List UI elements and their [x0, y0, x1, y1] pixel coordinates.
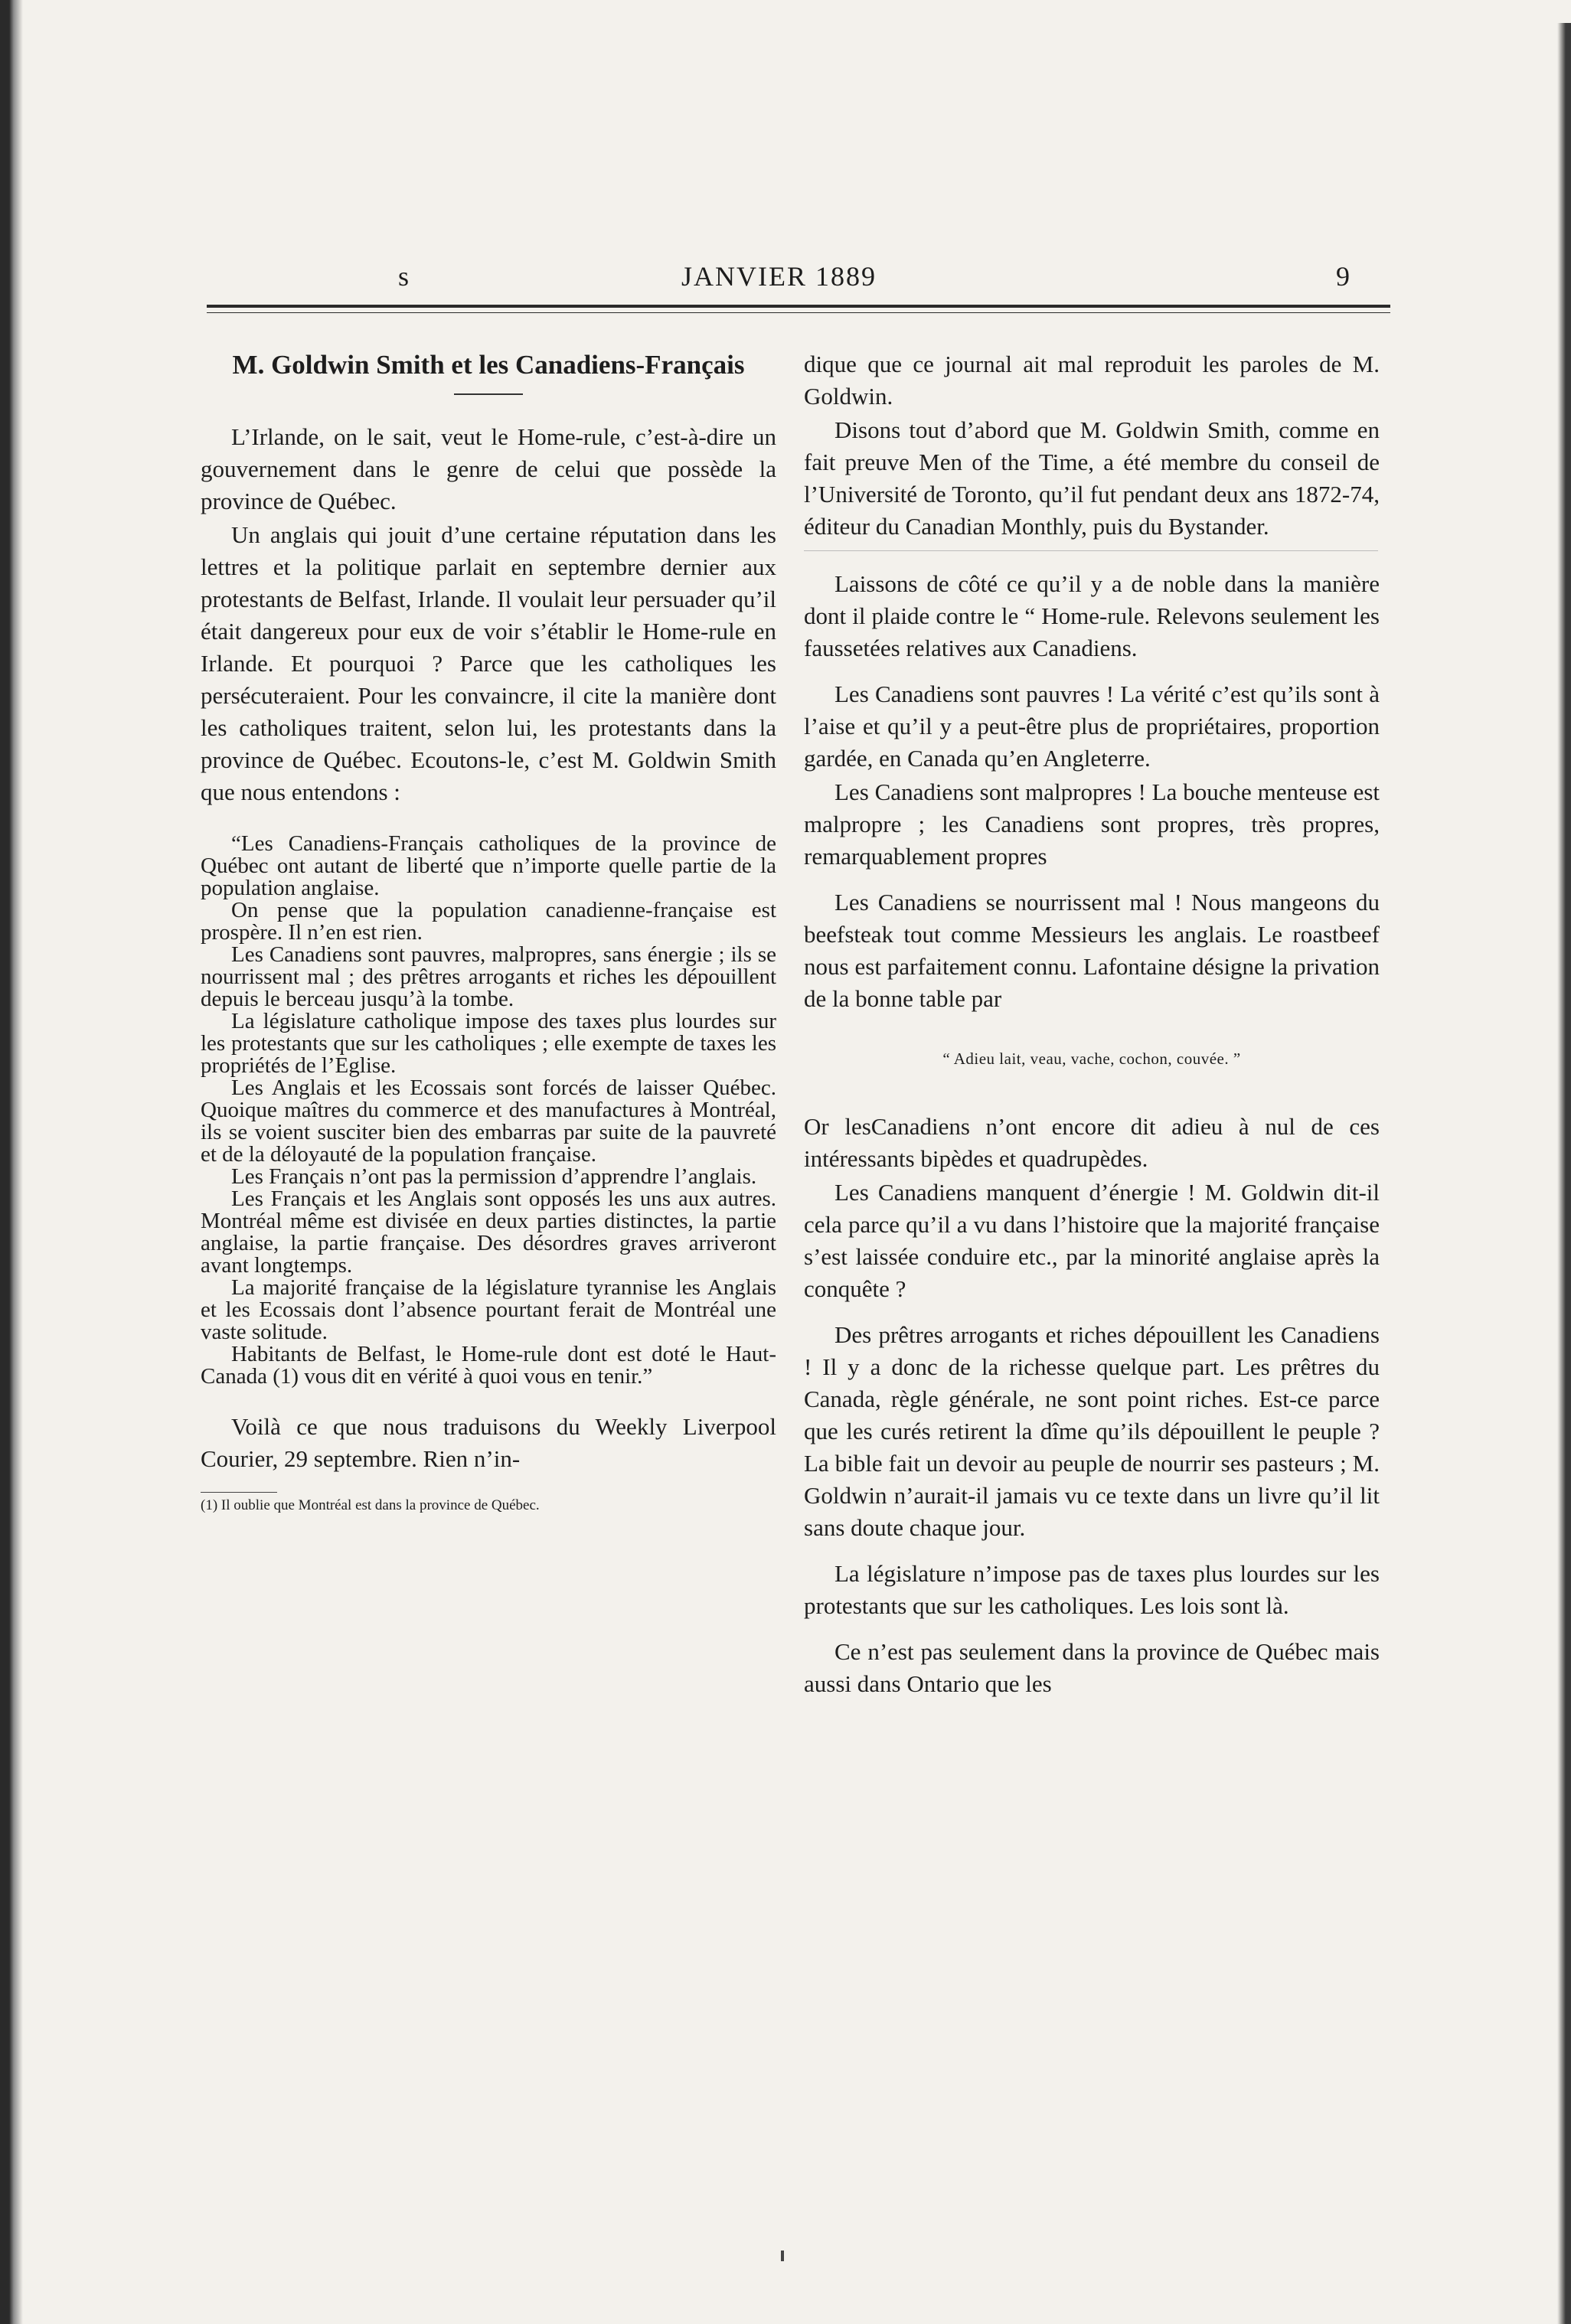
paragraph: dique que ce journal ait mal reproduit les paroles de M. Goldwin.: [804, 351, 1380, 410]
scan-right-edge: [1557, 23, 1571, 2324]
quote-paragraph: Les Canadiens sont pauvres, malpropres, sans énergie ; ils se nourrissent mal ; des prêtres arrogants et riches les dépouillent depuis le berceau jusqu’à la tombe.: [201, 942, 776, 1011]
paragraph: Les Canadiens se nourrissent mal ! Nous mangeons du beefsteak tout comme Messieurs les anglais. Le roastbeef nous est parfaitement connu. Lafontaine désigne la privation de la bonne table par: [804, 889, 1380, 1012]
footnote: (1) Il oublie que Montréal est dans la province de Québec.: [201, 1497, 540, 1513]
paragraph: L’Irlande, on le sait, veut le Home-rule, c’est-à-dire un gouvernement dans le genre de celui que possède la province de Québec.: [201, 423, 776, 514]
quote-paragraph: Habitants de Belfast, le Home-rule dont est doté le Haut-Canada (1) vous dit en vérité à quoi vous en tenir.”: [201, 1342, 776, 1389]
page-number: 9: [1336, 261, 1351, 292]
section-rule: [804, 550, 1378, 551]
paragraph: Des prêtres arrogants et riches dépouillent les Canadiens ! Il y a donc de la richesse quelque part. Les prêtres du Canada, règle générale, ne sont point riches. Est-ce parce que les curés retirent la dîme qu’ils dépouillent le peuple ? La bible fait un devoir au peuple de nourrir ses pasteurs ; M. Goldwin n’aurait-il jamais vu ce texte dans un livre qu’il lit sans doute chaque jour.: [804, 1321, 1380, 1541]
running-header: [207, 260, 1393, 306]
header-rule-thick: [207, 305, 1390, 308]
scan-left-edge: [0, 0, 23, 2324]
paragraph: Les Canadiens sont pauvres ! La vérité c’est qu’ils sont à l’aise et qu’il y a peut-être plus de propriétaires, proportion gardée, en Canada qu’en Angleterre.: [804, 681, 1380, 772]
header-mark: s: [398, 261, 411, 292]
article-title: M. Goldwin Smith et les Canadiens-Français: [232, 350, 745, 380]
quote-paragraph: Les Français n’ont pas la permission d’apprendre l’anglais.: [231, 1164, 757, 1189]
ink-speck: [781, 2251, 784, 2261]
paragraph: Laissons de côté ce qu’il y a de noble dans la manière dont il plaide contre le “ Home-rule. Relevons seulement les faussetées relatives aux Canadiens.: [804, 570, 1380, 661]
paragraph: La législature n’impose pas de taxes plus lourdes sur les protestants que sur les catholiques. Les lois sont là.: [804, 1560, 1380, 1619]
quote-paragraph: La majorité française de la législature tyrannise les Anglais et les Ecossais dont l’absence pourtant ferait de Montréal une vaste solitude.: [201, 1275, 776, 1344]
header-rule-thin: [207, 312, 1390, 313]
quote-paragraph: Les Français et les Anglais sont opposés les uns aux autres. Montréal même est divisée en deux parties distinctes, la partie anglaise, la partie française. Des désordres graves arriveront avant longtemps.: [201, 1186, 776, 1278]
paragraph: Voilà ce que nous traduisons du Weekly Liverpool Courier, 29 septembre. Rien n’in-: [201, 1413, 776, 1472]
paragraph: Disons tout d’abord que M. Goldwin Smith, comme en fait preuve Men of the Time, a été membre du conseil de l’Université de Toronto, qu’il fut pendant deux ans 1872-74, éditeur du Canadian Monthly, puis du Bystander.: [804, 416, 1380, 540]
paragraph: Un anglais qui jouit d’une certaine réputation dans les lettres et la politique parlait en septembre dernier aux protestants de Belfast, Irlande. Il voulait leur persuader qu’il était dangereux pour eux de voir s’établir le Home-rule en Irlande. Et pourquoi ? Parce que les catholiques les persécuteraient. Pour les convaincre, il cite la manière dont les catholiques traitent, selon lui, les protestants dans la province de Québec. Ecoutons-le, c’est M. Goldwin Smith que nous entendons :: [201, 521, 776, 805]
paragraph: Or lesCanadiens n’ont encore dit adieu à nul de ces intéressants bipèdes et quadrupèdes.: [804, 1113, 1380, 1172]
verse-quote: “ Adieu lait, veau, vache, cochon, couvée. ”: [942, 1049, 1241, 1068]
quote-paragraph: “Les Canadiens-Français catholiques de la province de Québec ont autant de liberté que n’importe quelle partie de la population anglaise.: [201, 831, 776, 900]
paragraph: Ce n’est pas seulement dans la province de Québec mais aussi dans Ontario que les: [804, 1638, 1380, 1697]
footnote-separator: [201, 1492, 277, 1493]
right-column: [804, 348, 1380, 1702]
title-rule: [454, 393, 523, 395]
header-date: JANVIER 1889: [681, 261, 877, 292]
left-column: [201, 348, 776, 1514]
quote-paragraph: On pense que la population canadienne-française est prospère. Il n’en est rien.: [201, 898, 776, 945]
paragraph: Les Canadiens manquent d’énergie ! M. Goldwin dit-il cela parce qu’il a vu dans l’histoire que la majorité française s’est laissée conduire etc., par la minorité anglaise après la conquête ?: [804, 1179, 1380, 1302]
quote-paragraph: La législature catholique impose des taxes plus lourdes sur les protestants que sur les catholiques ; elle exempte de taxes les propriétés de l’Eglise.: [201, 1009, 776, 1078]
paragraph: Les Canadiens sont malpropres ! La bouche menteuse est malpropre ; les Canadiens sont propres, très propres, remarquablement propres: [804, 778, 1380, 870]
quote-paragraph: Les Anglais et les Ecossais sont forcés de laisser Québec. Quoique maîtres du commerce et des manufactures à Montréal, ils se voient susciter bien des embarras par suite de la pauvreté et de la déloyauté de la population française.: [201, 1076, 776, 1167]
